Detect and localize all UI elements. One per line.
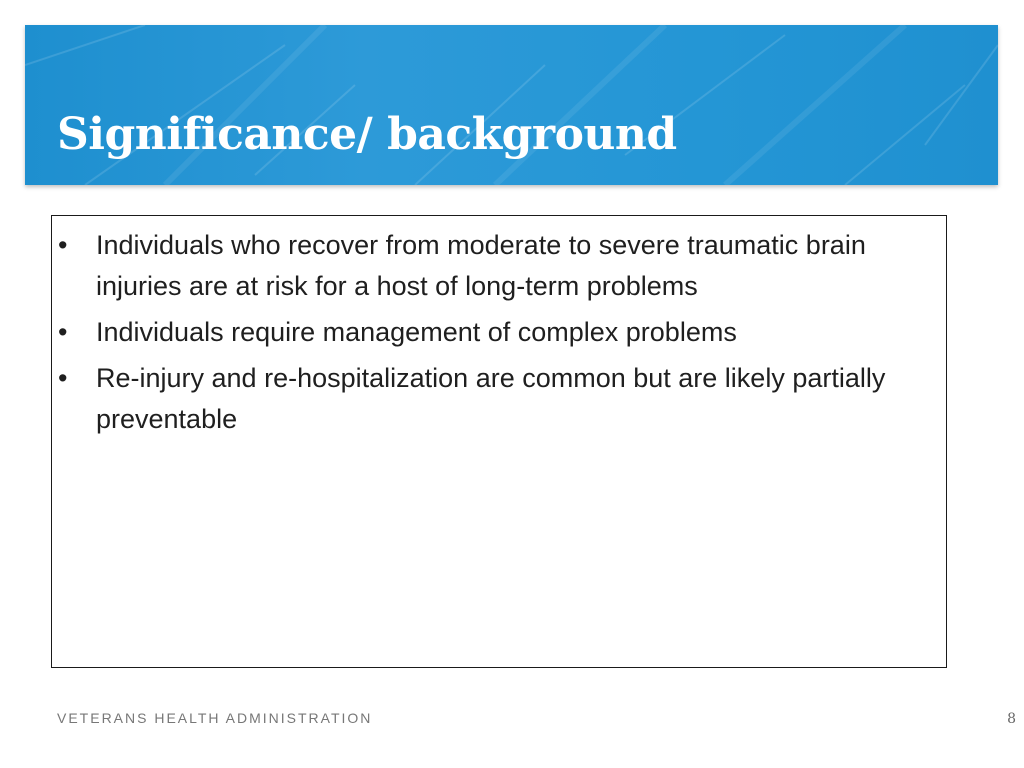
footer-organization: VETERANS HEALTH ADMINISTRATION xyxy=(57,710,373,726)
bullet-text: Re-injury and re-hospitalization are common but are likely partially preventable xyxy=(96,363,886,434)
bullet-item xyxy=(52,312,942,353)
content-box xyxy=(51,215,947,668)
bullet-icon: • xyxy=(58,363,68,393)
bullet-list xyxy=(52,225,942,445)
bullet-item xyxy=(52,358,942,440)
bullet-icon: • xyxy=(58,230,68,260)
slide-title: Significance/ background xyxy=(57,109,677,160)
bullet-text: Individuals require management of complex problems xyxy=(96,317,737,347)
bullet-text: Individuals who recover from moderate to severe traumatic brain injuries are at risk for a host of long-term problems xyxy=(96,230,866,301)
bullet-item xyxy=(52,225,942,307)
bullet-icon: • xyxy=(58,317,68,347)
title-banner xyxy=(25,25,998,185)
page-number: 8 xyxy=(1007,711,1016,727)
